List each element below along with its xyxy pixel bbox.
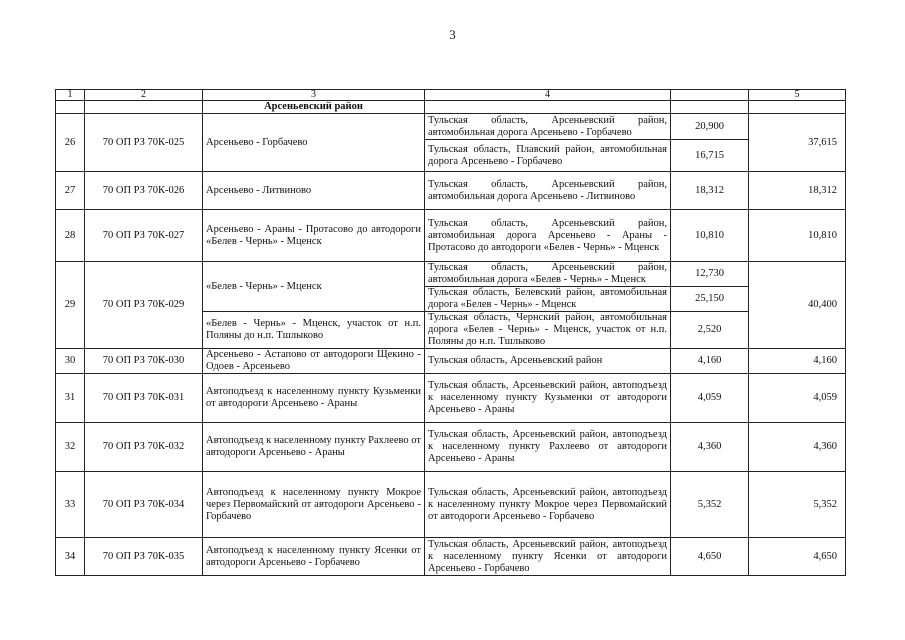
location-description: Тульская область, Арсеньевский район, автоподъезд к населенному пункту Рахлеево от автодороги Арсеньево - Араны: [425, 423, 671, 472]
total-length: 4,650: [749, 538, 846, 576]
table-row: [56, 262, 846, 287]
row-number: 31: [56, 374, 85, 423]
total-length: 4,160: [749, 349, 846, 374]
table-row: [56, 538, 846, 576]
total-length: 37,615: [749, 114, 846, 172]
road-code: 70 ОП РЗ 70К-026: [85, 172, 203, 210]
row-number: 29: [56, 262, 85, 349]
total-length: 4,360: [749, 423, 846, 472]
segment-length: 12,730: [671, 262, 749, 287]
total-length: 18,312: [749, 172, 846, 210]
road-name: Автоподъезд к населенному пункту Рахлеево от автодороги Арсеньево - Араны: [203, 423, 425, 472]
segment-length: 4,059: [671, 374, 749, 423]
road-code: 70 ОП РЗ 70К-030: [85, 349, 203, 374]
row-number: 33: [56, 472, 85, 538]
column-number: 5: [749, 90, 846, 101]
segment-length: 18,312: [671, 172, 749, 210]
road-name: Автоподъезд к населенному пункту Мокрое через Первомайский от автодороги Арсеньево - Горбачево: [203, 472, 425, 538]
row-number: 32: [56, 423, 85, 472]
district-row: [56, 101, 846, 114]
table-row: [56, 172, 846, 210]
table-row: [56, 210, 846, 262]
location-description: Тульская область, Арсеньевский район, автоподъезд к населенному пункту Кузьменки от автодороги Арсеньево - Араны: [425, 374, 671, 423]
table-row: [56, 114, 846, 140]
table-row: [56, 423, 846, 472]
column-number-row: [56, 90, 846, 101]
location-description: Тульская область, Арсеньевский район, автоподъезд к населенному пункту Ясенки от автодороги Арсеньево - Горбачево: [425, 538, 671, 576]
road-code: 70 ОП РЗ 70К-029: [85, 262, 203, 349]
road-code: 70 ОП РЗ 70К-031: [85, 374, 203, 423]
table-row: [56, 349, 846, 374]
column-number: 2: [85, 90, 203, 101]
location-description: Тульская область, Арсеньевский район, автомобильная дорога Арсеньево - Горбачево: [425, 114, 671, 140]
segment-length: 5,352: [671, 472, 749, 538]
location-description: Тульская область, Арсеньевский район, автомобильная дорога Арсеньево - Араны - Протасово до автодороги «Белев - Чернь» - Мценск: [425, 210, 671, 262]
segment-length: 4,650: [671, 538, 749, 576]
road-name: «Белев - Чернь» - Мценск: [203, 262, 425, 312]
segment-length: 20,900: [671, 114, 749, 140]
row-number: 27: [56, 172, 85, 210]
road-name: «Белев - Чернь» - Мценск, участок от н.п. Поляны до н.п. Тшлыково: [203, 312, 425, 349]
road-name: Арсеньево - Литвиново: [203, 172, 425, 210]
total-length: 10,810: [749, 210, 846, 262]
segment-length: 4,360: [671, 423, 749, 472]
road-register-table: [55, 89, 846, 576]
road-code: 70 ОП РЗ 70К-034: [85, 472, 203, 538]
segment-length: 4,160: [671, 349, 749, 374]
table-row: [56, 472, 846, 538]
total-length: 40,400: [749, 262, 846, 349]
district-name: Арсеньевский район: [203, 101, 425, 114]
location-description: Тульская область, Арсеньевский район: [425, 349, 671, 374]
location-description: Тульская область, Арсеньевский район, автомобильная дорога «Белев - Чернь» - Мценск: [425, 262, 671, 287]
total-length: 4,059: [749, 374, 846, 423]
segment-length: 16,715: [671, 140, 749, 172]
column-number: [671, 90, 749, 101]
road-code: 70 ОП РЗ 70К-027: [85, 210, 203, 262]
location-description: Тульская область, Белевский район, автомобильная дорога «Белев - Чернь» - Мценск: [425, 287, 671, 312]
segment-length: 10,810: [671, 210, 749, 262]
road-name: Арсеньево - Горбачево: [203, 114, 425, 172]
column-number: 3: [203, 90, 425, 101]
row-number: 30: [56, 349, 85, 374]
column-number: 1: [56, 90, 85, 101]
road-code: 70 ОП РЗ 70К-032: [85, 423, 203, 472]
segment-length: 25,150: [671, 287, 749, 312]
column-number: 4: [425, 90, 671, 101]
location-description: Тульская область, Арсеньевский район, автоподъезд к населенному пункту Мокрое через Первомайский от автодороги Арсеньево - Горбачево: [425, 472, 671, 538]
road-name: Арсеньево - Астапово от автодороги Щекино - Одоев - Арсеньево: [203, 349, 425, 374]
road-name: Арсеньево - Араны - Протасово до автодороги «Белев - Чернь» - Мценск: [203, 210, 425, 262]
road-name: Автоподъезд к населенному пункту Кузьменки от автодороги Арсеньево - Араны: [203, 374, 425, 423]
page-number: 3: [449, 27, 456, 42]
location-description: Тульская область, Чернский район, автомобильная дорога «Белев - Чернь» - Мценск, участок от н.п. Поляны до н.п. Тшлыково: [425, 312, 671, 349]
road-code: 70 ОП РЗ 70К-035: [85, 538, 203, 576]
total-length: 5,352: [749, 472, 846, 538]
row-number: 28: [56, 210, 85, 262]
road-code: 70 ОП РЗ 70К-025: [85, 114, 203, 172]
location-description: Тульская область, Плавский район, автомобильная дорога Арсеньево - Горбачево: [425, 140, 671, 172]
row-number: 26: [56, 114, 85, 172]
row-number: 34: [56, 538, 85, 576]
table-row: [56, 374, 846, 423]
road-name: Автоподъезд к населенному пункту Ясенки от автодороги Арсеньево - Горбачево: [203, 538, 425, 576]
location-description: Тульская область, Арсеньевский район, автомобильная дорога Арсеньево - Литвиново: [425, 172, 671, 210]
segment-length: 2,520: [671, 312, 749, 349]
